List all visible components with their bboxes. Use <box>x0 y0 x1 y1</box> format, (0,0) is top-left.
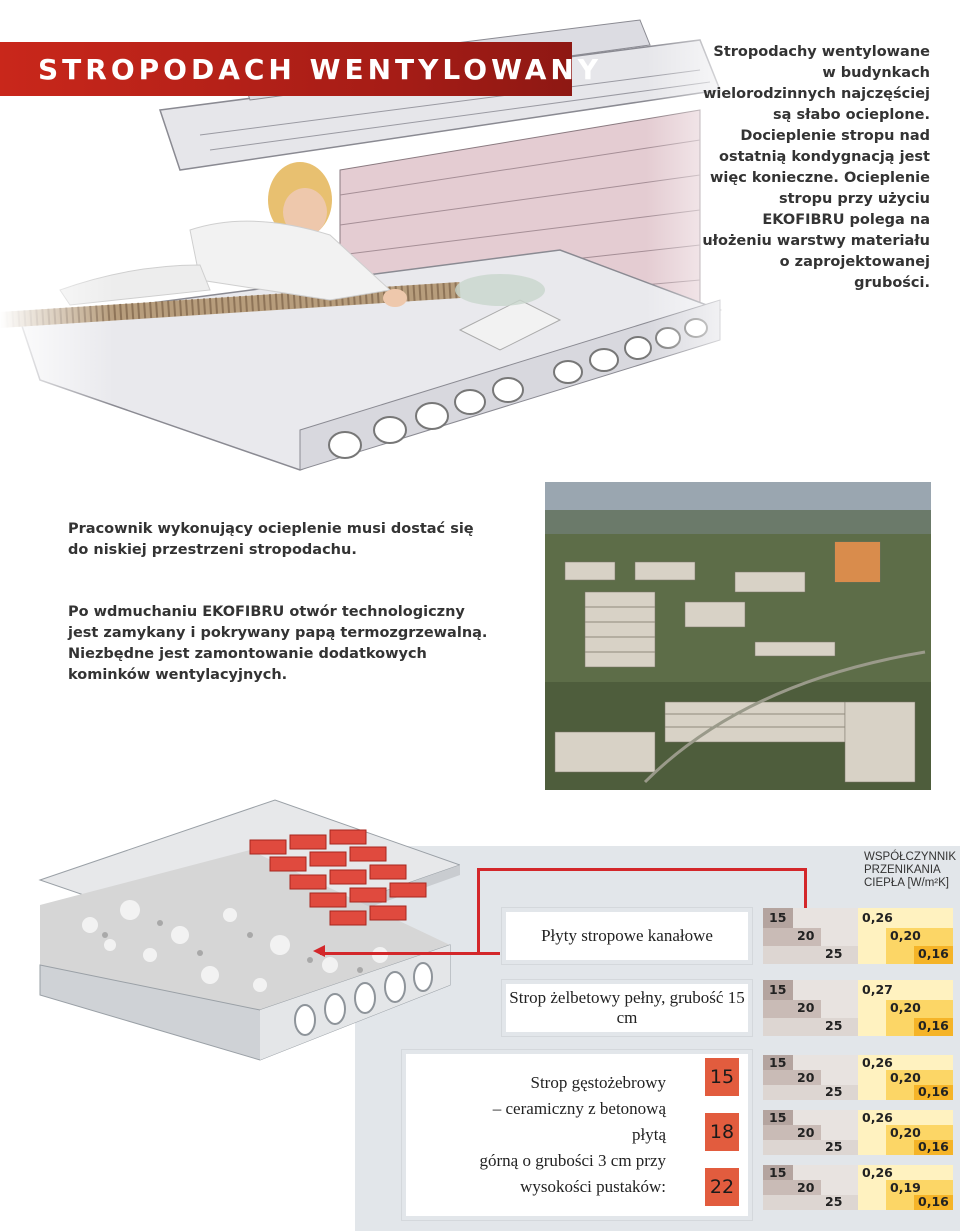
u-value-stair-3b <box>858 1110 953 1155</box>
construction-label-hollow-core: Płyty stropowe kanałowe <box>502 908 752 964</box>
housing-estate-photo <box>545 482 931 790</box>
block-height-badge: 15 <box>705 1058 739 1096</box>
u-value: 0,26 <box>862 1165 893 1180</box>
ribbed-slab-line: – ceramiczny z betonową płytą <box>492 1099 666 1144</box>
thickness-stair-3b <box>763 1110 858 1155</box>
ribbed-slab-line: Strop gęstożebrowy <box>530 1073 666 1092</box>
u-value: 0,16 <box>918 1018 949 1033</box>
thickness-value: 15 <box>769 1055 787 1070</box>
thickness-stair-3c <box>763 1165 858 1210</box>
thickness-value: 20 <box>797 1070 815 1085</box>
thickness-value: 25 <box>825 1084 843 1099</box>
thickness-value: 20 <box>797 1180 815 1195</box>
connector-line-horizontal-low <box>320 952 500 955</box>
u-value: 0,20 <box>890 1070 921 1085</box>
title-banner <box>0 42 603 96</box>
u-value-stair-1 <box>858 908 953 964</box>
thickness-stair-3a <box>763 1055 858 1100</box>
u-value: 0,20 <box>890 1000 921 1015</box>
thickness-stair-2 <box>763 980 858 1036</box>
u-value: 0,26 <box>862 1055 893 1070</box>
thickness-value: 20 <box>797 928 815 943</box>
thickness-stair-1 <box>763 908 858 964</box>
thickness-value: 25 <box>825 1194 843 1209</box>
u-value: 0,16 <box>918 946 949 961</box>
thickness-value: 20 <box>797 1000 815 1015</box>
block-height-badge: 18 <box>705 1113 739 1151</box>
construction-label-solid-slab: Strop żelbetowy pełny, grubość 15 cm <box>502 980 752 1036</box>
thickness-value: 20 <box>797 1125 815 1140</box>
connector-line-drop <box>804 868 807 910</box>
thickness-value: 15 <box>769 910 787 925</box>
construction-label-ribbed-slab <box>402 1050 752 1220</box>
connector-line-vertical <box>477 868 480 954</box>
thickness-value: 15 <box>769 982 787 997</box>
thickness-value: 15 <box>769 1110 787 1125</box>
thickness-value: 25 <box>825 946 843 961</box>
u-value: 0,16 <box>918 1139 949 1154</box>
u-value: 0,20 <box>890 928 921 943</box>
intro-paragraph: Stropodachy wentylowane w budynkach wielorodzinnych najczęściej są słabo ocieplone. Docieplenie stropu nad ostatnią kondygnacją jest więc konieczne. Ocieplenie stropu przy użyciu EKOFIBRU polega na ułożeniu warstwy materiału o zaprojektowanej grubości. <box>702 44 930 291</box>
u-value: 0,19 <box>890 1180 921 1195</box>
slab-cross-section-illustration <box>30 795 460 1075</box>
ribbed-slab-line: górną o grubości 3 cm przy <box>479 1151 666 1170</box>
note-closing-opening: Po wdmuchaniu EKOFIBRU otwór technologiczny jest zamykany i pokrywany papą termozgrzewalną. Niezbędne jest zamontowanie dodatkowych kominków wentylacyjnych. <box>68 604 488 683</box>
note-worker-access: Pracownik wykonujący ocieplenie musi dostać się do niskiej przestrzeni stropodachu. <box>68 521 474 558</box>
thickness-value: 25 <box>825 1139 843 1154</box>
connector-line-horizontal-top <box>477 868 805 871</box>
u-value: 0,16 <box>918 1084 949 1099</box>
ribbed-slab-line: wysokości pustaków: <box>520 1177 666 1196</box>
coefficient-heading: WSPÓŁCZYNNIK PRZENIKANIA CIEPŁA [W/m²K] <box>864 851 957 889</box>
u-value-stair-3a <box>858 1055 953 1100</box>
ribbed-slab-text <box>476 1070 666 1200</box>
block-height-badge: 22 <box>705 1168 739 1206</box>
u-value: 0,26 <box>862 1110 893 1125</box>
thickness-value: 25 <box>825 1018 843 1033</box>
u-value: 0,27 <box>862 982 893 997</box>
u-value-stair-3c <box>858 1165 953 1210</box>
u-value: 0,20 <box>890 1125 921 1140</box>
u-value: 0,26 <box>862 910 893 925</box>
u-value-stair-2 <box>858 980 953 1036</box>
thickness-value: 15 <box>769 1165 787 1180</box>
u-value: 0,16 <box>918 1194 949 1209</box>
page-title: STROPODACH WENTYLOWANY <box>38 52 603 86</box>
